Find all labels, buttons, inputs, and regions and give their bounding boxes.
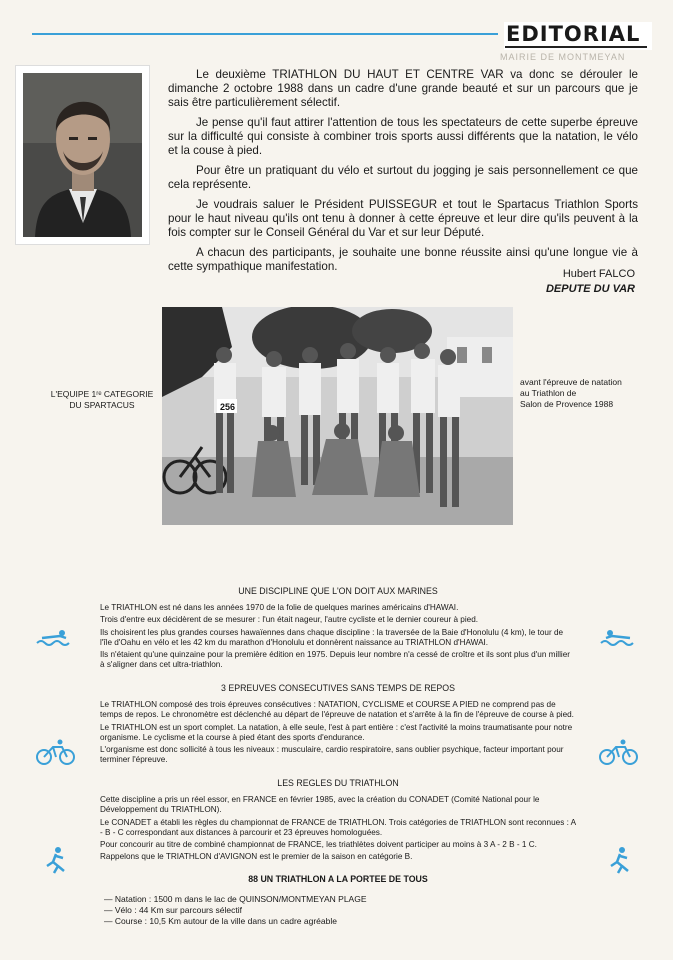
caption-line: avant l'épreuve de natation [520, 377, 622, 387]
cyclist-icon [36, 739, 76, 765]
section-line: Le TRIATHLON composé des trois épreuves consécutives : NATATION, CYCLISME et COURSE A PIED ne comprend pas de temps de repos. Le chronomètre est déclenché au départ de l'épreuve de natation et s'arrête à la fin de l'épreuve de course à pied. [100, 700, 574, 720]
title-underline [505, 46, 647, 48]
section-line: Pour concourir au titre de combiné championnat de FRANCE, les triathlètes doivent participer au moins à 3 A - 2 B - 1 C. [100, 840, 537, 850]
editorial-paragraph: Le deuxième TRIATHLON DU HAUT ET CENTRE VAR va donc se dérouler le dimanche 2 octobre 1988 dans un cadre d'une grande beauté et sur un parcours que je sais être particulièrement sélectif. [168, 68, 638, 109]
runner-icon [608, 846, 632, 874]
race-bib-number: 256 [220, 402, 236, 412]
section-epreuves [100, 683, 576, 767]
cyclist-icon [599, 739, 639, 765]
editorial-paragraph: Pour être un pratiquant du vélo et surtout du jogging je sais personnellement ce que cela représente. [168, 164, 638, 191]
list-item: — Course : 10,5 Km autour de la ville dans un cadre agréable [104, 916, 337, 926]
section-line: Trois d'entre eux décidèrent de se mesurer : l'un était nageur, l'autre cycliste et le dernier coureur à pied. [100, 615, 479, 625]
editorial-paragraph: Je pense qu'il faut attirer l'attention de tous les spectateurs de cette superbe épreuve sur la difficulté qui consiste à combiner trois sports aussi différents que la natation, le vélo et la couse à pied. [168, 116, 638, 157]
caption-line: L'EQUIPE 1ʳᵉ CATEGORIE [50, 389, 154, 399]
team-photo-illustration [162, 307, 513, 525]
swimmer-icon [36, 628, 72, 648]
signature-block [546, 267, 635, 297]
section-heading: LES REGLES DU TRIATHLON [277, 778, 399, 788]
section-line: Ils n'étaient qu'une quinzaine pour la première édition en 1975. Depuis leur nombre n'a cessé de croître et ils sont plus d'un millier à s'aligner dans cet ultra-triathlon. [100, 650, 571, 670]
section-line: Ils choisirent les plus grandes courses hawaïennes dans chaque discipline : la traversée de la Baie d'Honolulu (4 km), le tour de l'île d'Oahu en vélo et les 42 km du marathon d'Honolulu et donnèrent naissance au TRIATHLON d'HAWAI. [100, 627, 564, 647]
signature-title: DEPUTE DU VAR [545, 283, 635, 295]
list-item: — Vélo : 44 Km sur parcours sélectif [104, 905, 242, 915]
bleed-through-text: MAIRIE DE MONTMEYAN [500, 52, 626, 62]
section-regles [100, 778, 576, 864]
signature-name: Hubert FALCO [562, 268, 635, 280]
photo-caption-left [46, 389, 158, 411]
editorial-paragraph: A chacun des participants, je souhaite une bonne réussite ainsi qu'une longue vie à cette sympathique manifestation. [168, 246, 638, 273]
swimmer-icon [600, 628, 636, 648]
caption-line: au Triathlon de [520, 388, 577, 398]
photo-caption-right [520, 377, 660, 410]
section-line: Le CONADET a établi les règles du championnat de FRANCE de TRIATHLON. Trois catégories de TRIATHLON sont reconnues : A - B - C correspondant aux distances à parcourir et 23 épreuves homologuées. [100, 817, 576, 837]
team-photo [162, 307, 513, 525]
caption-line: DU SPARTACUS [69, 400, 135, 410]
section-line: Le TRIATHLON est un sport complet. La natation, à elle seule, l'est à part entière : c'est l'activité la moins traumatisante pour notre organisme. Le cyclisme et la course à pied étant des sports d'endurance. [100, 722, 573, 742]
author-portrait [16, 66, 149, 244]
section-heading: 3 EPREUVES CONSECUTIVES SANS TEMPS DE REPOS [221, 683, 455, 693]
header-rule [32, 33, 498, 35]
editorial-paragraph: Je voudrais saluer le Président PUISSEGUR et tout le Spartacus Triathlon Sports pour le haut niveau qu'ils ont tenu à donner à cette épreuve et leur dire qu'ils peuvent à la fois compter sur le Conseil Général du Var et sur leur Député. [168, 198, 638, 239]
caption-line: Salon de Provence 1988 [520, 399, 614, 409]
section-line: Rappelons que le TRIATHLON d'AVIGNON est le premier de la saison en catégorie B. [100, 852, 413, 862]
section-line: Cette discipline a pris un réel essor, en FRANCE en février 1985, avec la création du CONADET (Comité National pour le Développement du TRIATHLON). [100, 795, 540, 815]
page-title: EDITORIAL [506, 22, 641, 46]
list-item: — Natation : 1500 m dans le lac de QUINSON/MONTMEYAN PLAGE [104, 894, 367, 904]
portrait-photo [23, 73, 142, 237]
editorial-body [168, 68, 638, 280]
section-line: Le TRIATHLON est né dans les années 1970 de la folie de quelques marines américains d'HAWAI. [100, 603, 459, 613]
course-distances [104, 894, 367, 927]
section-marines [100, 586, 576, 672]
section-line: L'organisme est donc sollicité à tous les niveaux : musculaire, cardio respiratoire, sans oublier psychique, facteur important pour terminer l'épreuve. [100, 745, 564, 765]
runner-icon [44, 846, 68, 874]
section-heading: 88 UN TRIATHLON A LA PORTEE DE TOUS [248, 874, 428, 884]
section-heading: UNE DISCIPLINE QUE L'ON DOIT AUX MARINES [238, 586, 438, 596]
section-88 [100, 874, 576, 891]
